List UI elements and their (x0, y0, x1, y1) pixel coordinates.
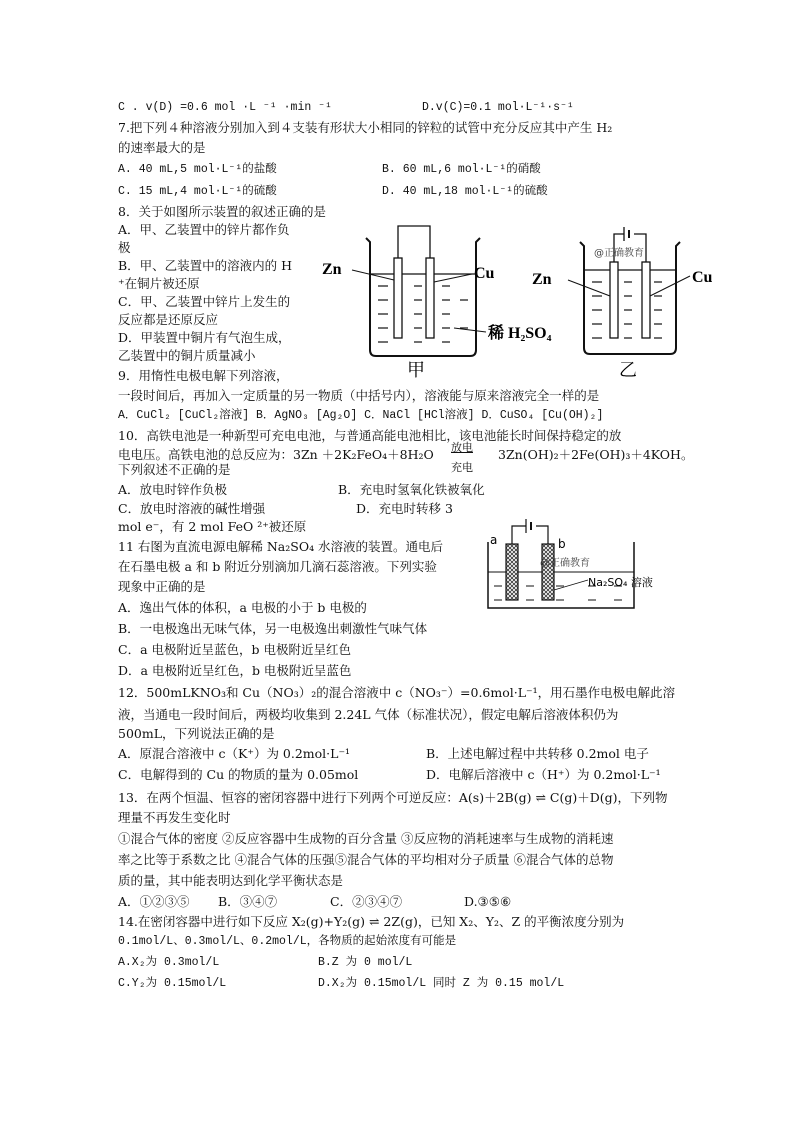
watermark-11: @正确教育 (540, 558, 590, 569)
q9-stem: 9．用惰性电极电解下列溶液， (118, 368, 289, 383)
q11-stem: 11 右图为直流电源电解稀 Na₂SO₄ 水溶液的装置。通电后 (118, 539, 444, 554)
q8-option-d-cont: 乙装置中的铜片质量减小 (118, 348, 256, 363)
beaker-jia (352, 226, 486, 356)
discharge-label: 放电 (451, 441, 473, 454)
q14-option-d: D.X₂为 0.15mol/L 同时 Z 为 0.15 mol/L (318, 977, 565, 990)
q10-option-b: B．充电时氢氧化铁被氧化 (338, 482, 485, 497)
q7-stem-cont: 的速率最大的是 (118, 140, 206, 155)
q13-option-d: D.③⑤⑥ (464, 894, 512, 909)
q8-option-b-cont: ⁺在铜片被还原 (118, 276, 200, 291)
q12-option-a: A．原混合溶液中 c（K⁺）为 0.2mol·L⁻¹ (118, 746, 351, 761)
electrode-b (542, 544, 554, 600)
q13-conditions-1: ①混合气体的密度 ②反应容器中生成物的百分含量 ③反应物的消耗速率与生成物的消耗速 (118, 831, 614, 846)
q11-option-b: B．一电极逸出无味气体，另一电极逸出刺激性气味气体 (118, 621, 428, 636)
q14-stem: 14.在密闭容器中进行如下反应 X₂(g)+Y₂(g) ⇌ 2Z(g)，已知 X₂、Y₂、Z 的平衡浓度分别为 (118, 914, 625, 929)
acid-label: 稀 H₂SO₄ (488, 325, 552, 342)
charge-label: 充电 (451, 461, 473, 474)
q13-conditions-3: 质的量，其中能表明达到化学平衡状态是 (118, 873, 344, 888)
q8-stem: 8．关于如图所示装置的叙述正确的是 (118, 204, 326, 219)
q13-stem: 13．在两个恒温、恒容的密闭容器中进行下列两个可逆反应：A(s)＋2B(g) ⇌ C(g)＋D(g)，下列物 (118, 790, 668, 805)
q9-options: A．CuCl₂ [CuCl₂溶液] B．AgNO₃ [Ag₂O] C．NaCl [HCl溶液] D．CuSO₄ [Cu(OH)₂] (118, 409, 604, 422)
q13-option-a: A．①②③⑤ (118, 894, 190, 909)
q14-option-b: B.Z 为 0 mol/L (318, 956, 413, 969)
electrode-b-label: b (558, 537, 566, 551)
q7-option-c: C. 15 mL,4 mol·L⁻¹的硫酸 (118, 185, 277, 198)
q8-option-a: A．甲、乙装置中的锌片都作负 (118, 222, 290, 237)
q11-stem-cont1: 在石墨电极 a 和 b 附近分别滴加几滴石蕊溶液。下列实验 (118, 559, 437, 574)
q10-option-d: D．充电时转移 3 (356, 501, 453, 516)
zn-label-jia: Zn (322, 261, 342, 278)
q8-option-a-cont: 极 (118, 240, 131, 255)
q10-option-d-cont: mol e⁻，有 2 mol FeO ²⁺被还原 (118, 519, 307, 534)
q10-equation-right: 3Zn(OH)₂＋2Fe(OH)₃＋4KOH。 (498, 447, 694, 462)
q7-option-a: A. 40 mL,5 mol·L⁻¹的盐酸 (118, 163, 277, 176)
q9-stem-cont: 一段时间后，再加入一定质量的另一物质（中括号内），溶液能与原来溶液完全一样的是 (118, 388, 600, 403)
solution-label: Na₂SO₄ 溶液 (588, 576, 653, 589)
q8-option-c: C．甲、乙装置中锌片上发生的 (118, 294, 291, 309)
q10-stem-cont: 下列叙述不正确的是 (118, 462, 231, 477)
q11-option-d: D．a 电极附近呈红色，b 电极附近呈蓝色 (118, 663, 352, 678)
electrolysis-figure (484, 514, 674, 614)
q11-option-a: A．逸出气体的体积，a 电极的小于 b 电极的 (118, 600, 367, 615)
q7-option-b: B. 60 mL,6 mol·L⁻¹的硝酸 (382, 163, 541, 176)
q12-option-c: C．电解得到的 Cu 的物质的量为 0.05mol (118, 767, 359, 782)
q11-stem-cont2: 现象中正确的是 (118, 579, 206, 594)
jia-label: 甲 (407, 360, 425, 380)
q12-stem-cont2: 500mL，下列说法正确的是 (118, 726, 275, 741)
zn-label-yi: Zn (532, 271, 552, 288)
q13-option-c: C．②③④⑦ (330, 894, 403, 909)
q11-option-c: C．a 电极附近呈蓝色，b 电极附近呈红色 (118, 642, 351, 657)
q13-stem-cont: 理量不再发生变化时 (118, 810, 231, 825)
watermark-yi: @正确教育 (594, 248, 644, 259)
q7-stem: 7.把下列４种溶液分别加入到４支装有形状大小相同的锌粒的试管中充分反应其中产生 H₂ (118, 120, 613, 135)
q14-option-c: C.Y₂为 0.15mol/L (118, 977, 227, 990)
q8-option-c-cont: 反应都是还原反应 (118, 312, 219, 327)
option-d-rate: D.v(C)=0.1 mol·L⁻¹·s⁻¹ (422, 101, 574, 114)
q13-option-b: B．③④⑦ (218, 894, 278, 909)
cu-label-yi: Cu (692, 269, 713, 286)
q14-stem-cont: 0.1mol/L、0.3mol/L、0.2mol/L，各物质的起始浓度有可能是 (118, 935, 457, 948)
q14-option-a: A.X₂为 0.3mol/L (118, 956, 220, 969)
option-c-rate: C . v(D) =0.6 mol ·L ⁻¹ ·min ⁻¹ (118, 101, 332, 114)
q10-option-a: A．放电时锌作负极 (118, 482, 228, 497)
q8-option-b: B．甲、乙装置中的溶液内的 H (118, 258, 293, 273)
q10-option-c: C．放电时溶液的碱性增强 (118, 501, 266, 516)
q13-conditions-2: 率之比等于系数之比 ④混合气体的压强⑤混合气体的平均相对分子质量 ⑥混合气体的总物 (118, 852, 614, 867)
q12-stem: 12．500mLKNO₃和 Cu（NO₃）₂的混合溶液中 c（NO₃⁻）=0.6mol·L⁻¹，用石墨作电极电解此溶 (118, 685, 676, 700)
q12-option-d: D．电解后溶液中 c（H⁺）为 0.2mol·L⁻¹ (426, 767, 661, 782)
electrode-a (506, 544, 518, 600)
q12-stem-cont1: 液，当通电一段时间后，两极均收集到 2.24L 气体（标准状况），假定电解后溶液体积仍为 (118, 707, 619, 722)
cu-label-jia: Cu (474, 265, 495, 282)
galvanic-cells-figure (318, 218, 738, 380)
q10-stem: 10．高铁电池是一种新型可充电电池，与普通高能电池相比，该电池能长时间保持稳定的放 (118, 428, 622, 443)
q8-option-d: D．甲装置中铜片有气泡生成， (118, 330, 291, 345)
q7-option-d: D. 40 mL,18 mol·L⁻¹的硫酸 (382, 185, 548, 198)
yi-label: 乙 (619, 360, 637, 380)
beaker-yi (568, 227, 690, 354)
electrode-a-label: a (490, 533, 498, 547)
q12-option-b: B．上述电解过程中共转移 0.2mol 电子 (426, 746, 649, 761)
q10-equation-left: 电电压。高铁电池的总反应为：3Zn ＋2K₂FeO₄＋8H₂O (118, 447, 434, 462)
